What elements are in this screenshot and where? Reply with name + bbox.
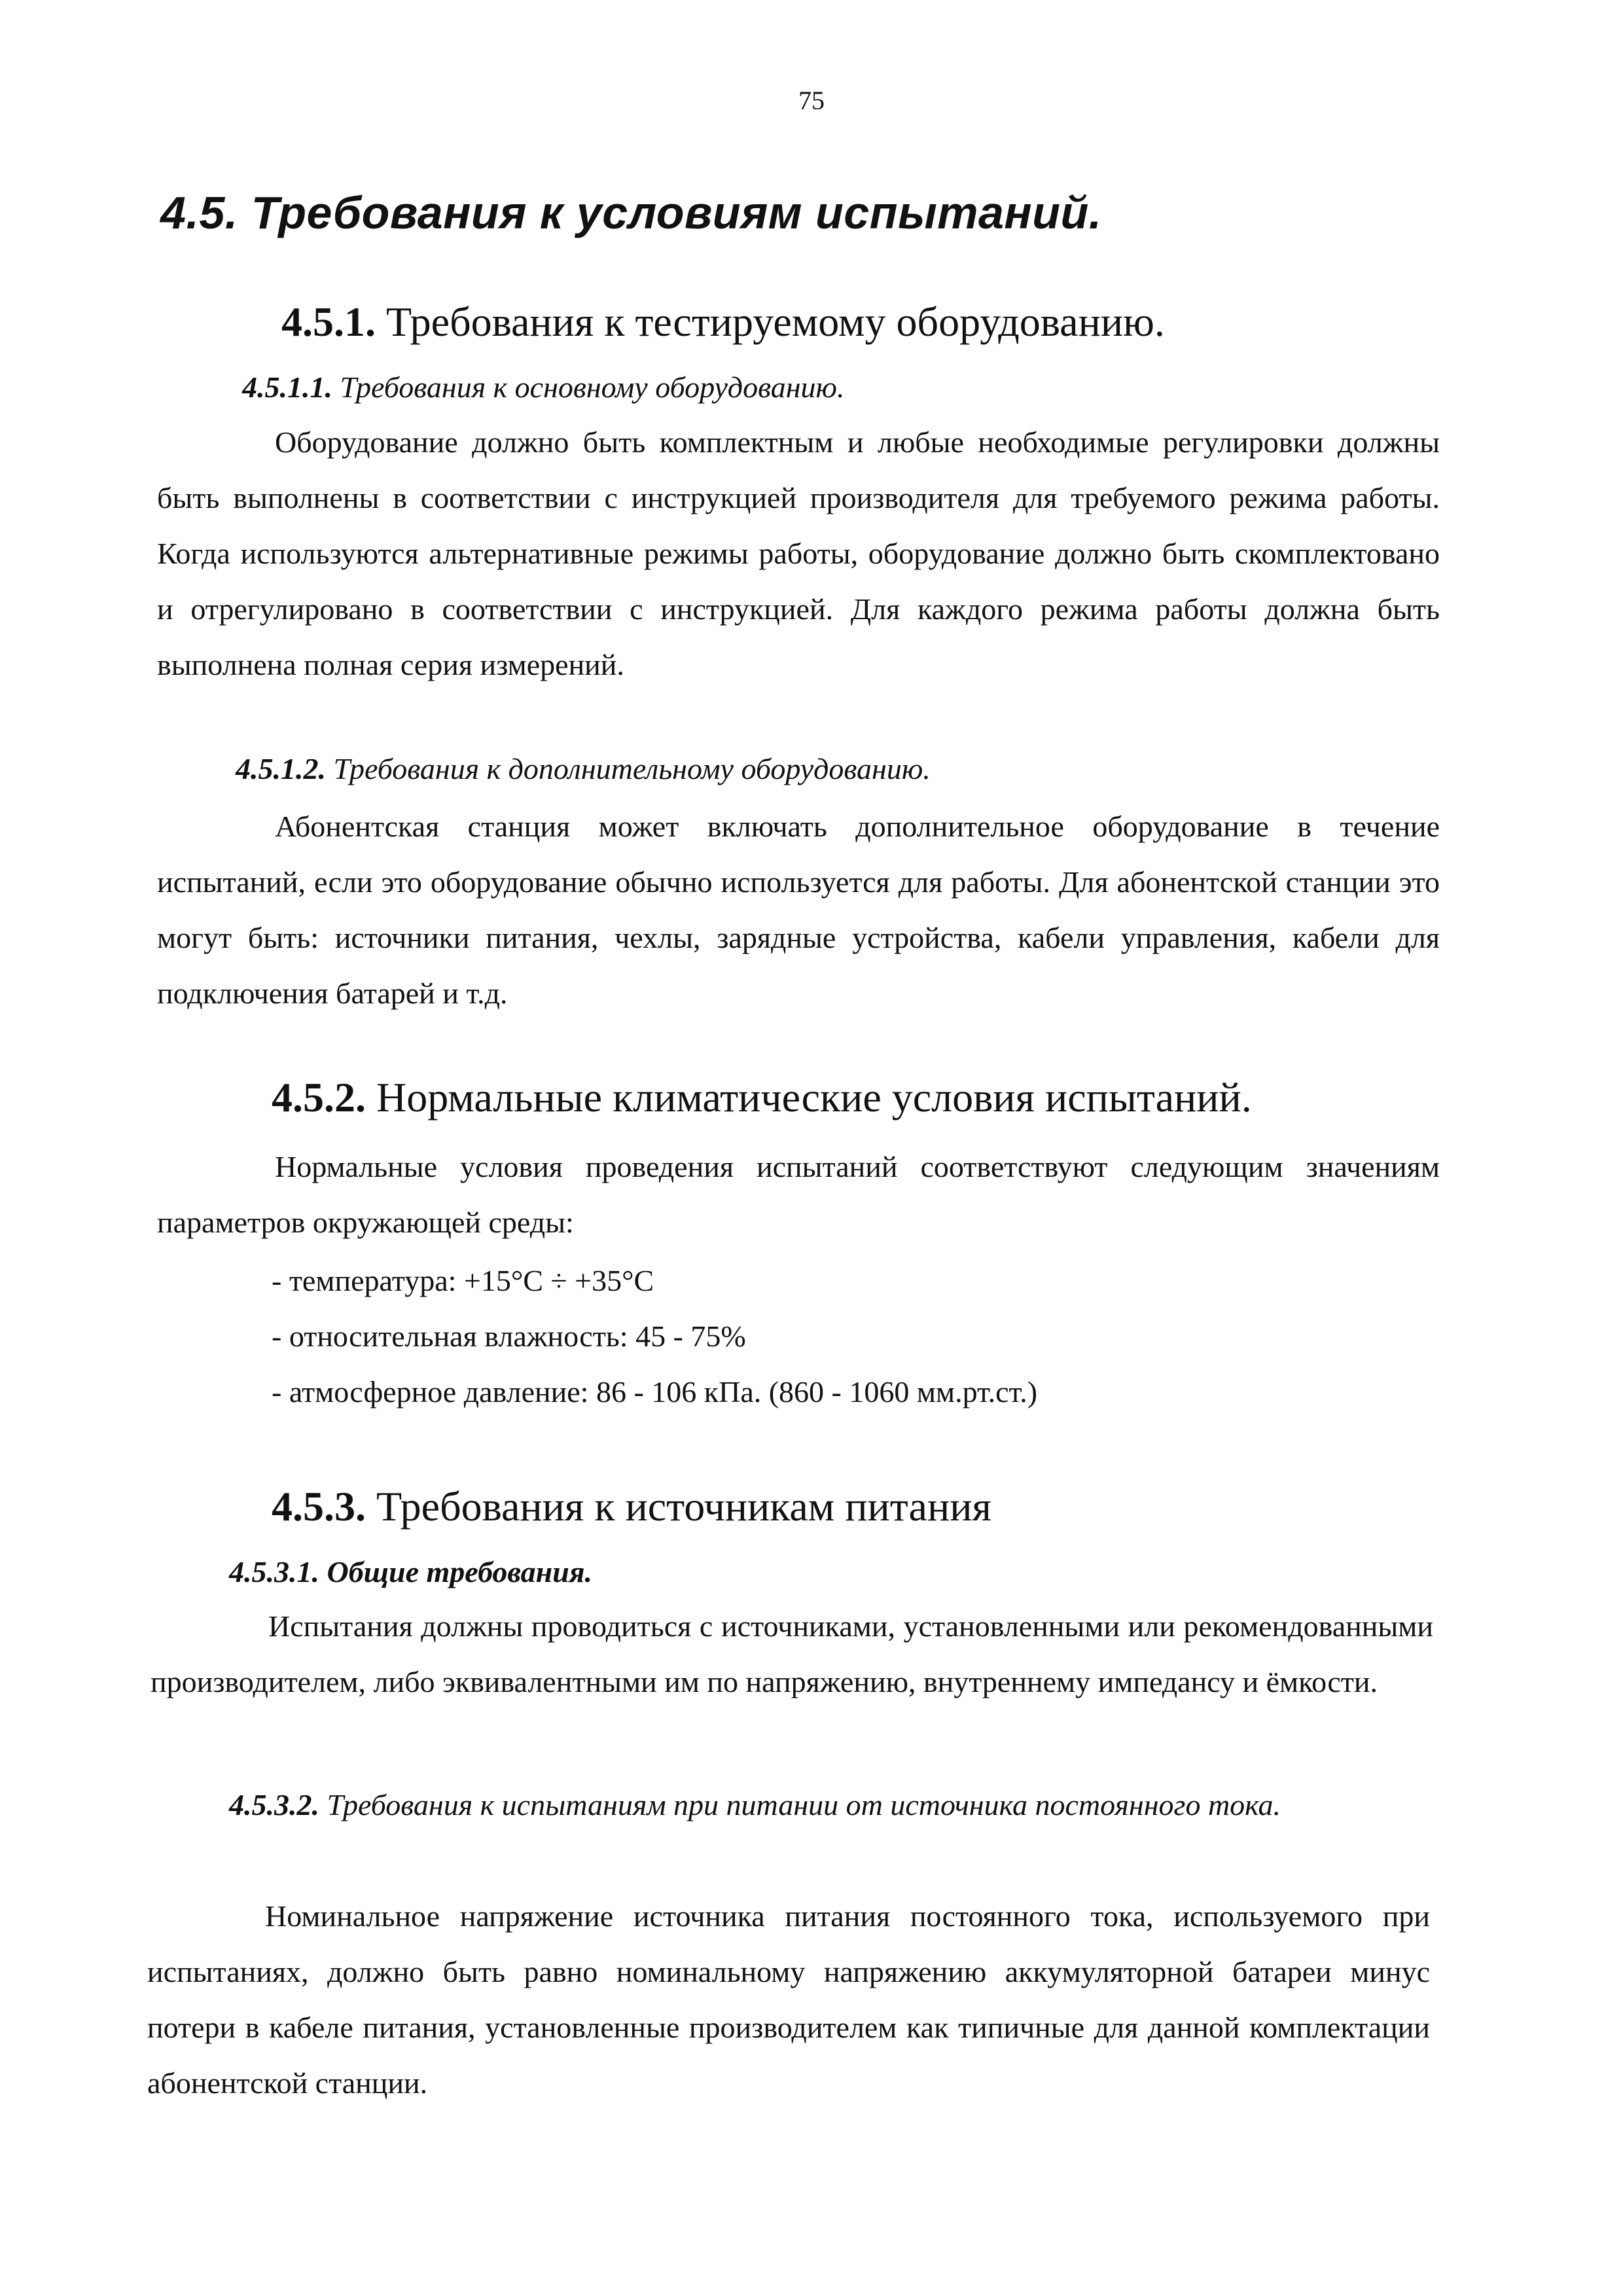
heading-4-5-2-title: Нормальные климатические условия испытаний.: [376, 1074, 1252, 1121]
heading-4-5-1-number: 4.5.1.: [281, 298, 376, 345]
page-number: 75: [798, 86, 825, 115]
paragraph-additional-equipment: Абонентская станция может включать дополнительное оборудование в течение испытаний, если это оборудование обычно используется для работы. Для абонентской станции это могут быть: источники питания, чехлы, зарядные устройства, кабели управления, кабели для подключения батарей и т.д.: [157, 810, 1440, 1010]
paragraph-dc-supply: Номинальное напряжение источника питания постоянного тока, используемого при испытаниях, должно быть равно номинальному напряжению аккумуляторной батареи минус потери в кабеле питания, установленные производителем как типичные для данной комплектации абонентской станции.: [147, 1899, 1430, 2100]
paragraph-main-equipment: Оборудование должно быть комплектным и любые необходимые регулировки должны быть выполнены в соответствии с инструкцией производителя для требуемого режима работы. Когда используются альтернативные режимы работы, оборудование должно быть скомплектовано и отрегулировано в соответствии с инструкцией. Для каждого режима работы должна быть выполнена полная серия измерений.: [157, 425, 1440, 681]
heading-4-5-2: [272, 1073, 1252, 1122]
heading-4-5-1-2-number: 4.5.1.2.: [236, 752, 326, 785]
heading-4-5-3-2: [151, 1777, 1433, 1833]
section-title: 4.5. Требования к условиям испытаний.: [160, 187, 1102, 238]
heading-4-5-1-1: [242, 370, 844, 404]
heading-4-5-3-1-title: Общие требования.: [327, 1555, 592, 1588]
heading-4-5-3-2-title: Требования к испытаниям при питании от источника постоянного тока.: [327, 1788, 1281, 1821]
heading-4-5-2-number: 4.5.2.: [272, 1074, 366, 1121]
heading-4-5-1: [281, 298, 1165, 346]
list-item-temperature: - температура: +15°С ÷ +35°С: [272, 1264, 654, 1297]
paragraph-climatic-conditions: Нормальные условия проведения испытаний соответствуют следующим значениям параметров окружающей среды:: [157, 1150, 1440, 1239]
list-item-humidity: - относительная влажность: 45 - 75%: [272, 1319, 746, 1353]
heading-4-5-1-2-title: Требования к дополнительному оборудованию.: [333, 752, 931, 785]
heading-4-5-1-title: Требования к тестируемому оборудованию.: [386, 298, 1165, 345]
heading-4-5-3-title: Требования к источникам питания: [376, 1483, 991, 1530]
heading-4-5-3: [272, 1482, 991, 1531]
heading-4-5-3-1: [229, 1554, 592, 1589]
heading-4-5-1-2: [236, 751, 931, 786]
heading-4-5-3-1-number: 4.5.3.1.: [229, 1555, 319, 1588]
heading-4-5-3-number: 4.5.3.: [272, 1483, 366, 1530]
paragraph-general-requirements: Испытания должны проводиться с источниками, установленными или рекомендованными производителем, либо эквивалентными им по напряжению, внутреннему импедансу и ёмкости.: [151, 1609, 1433, 1698]
heading-4-5-1-1-number: 4.5.1.1.: [242, 370, 332, 404]
heading-4-5-3-2-number: 4.5.3.2.: [229, 1788, 319, 1821]
heading-4-5-1-1-title: Требования к основному оборудованию.: [340, 370, 845, 404]
list-item-pressure: - атмосферное давление: 86 - 106 кПа. (860 - 1060 мм.рт.ст.): [272, 1375, 1038, 1408]
